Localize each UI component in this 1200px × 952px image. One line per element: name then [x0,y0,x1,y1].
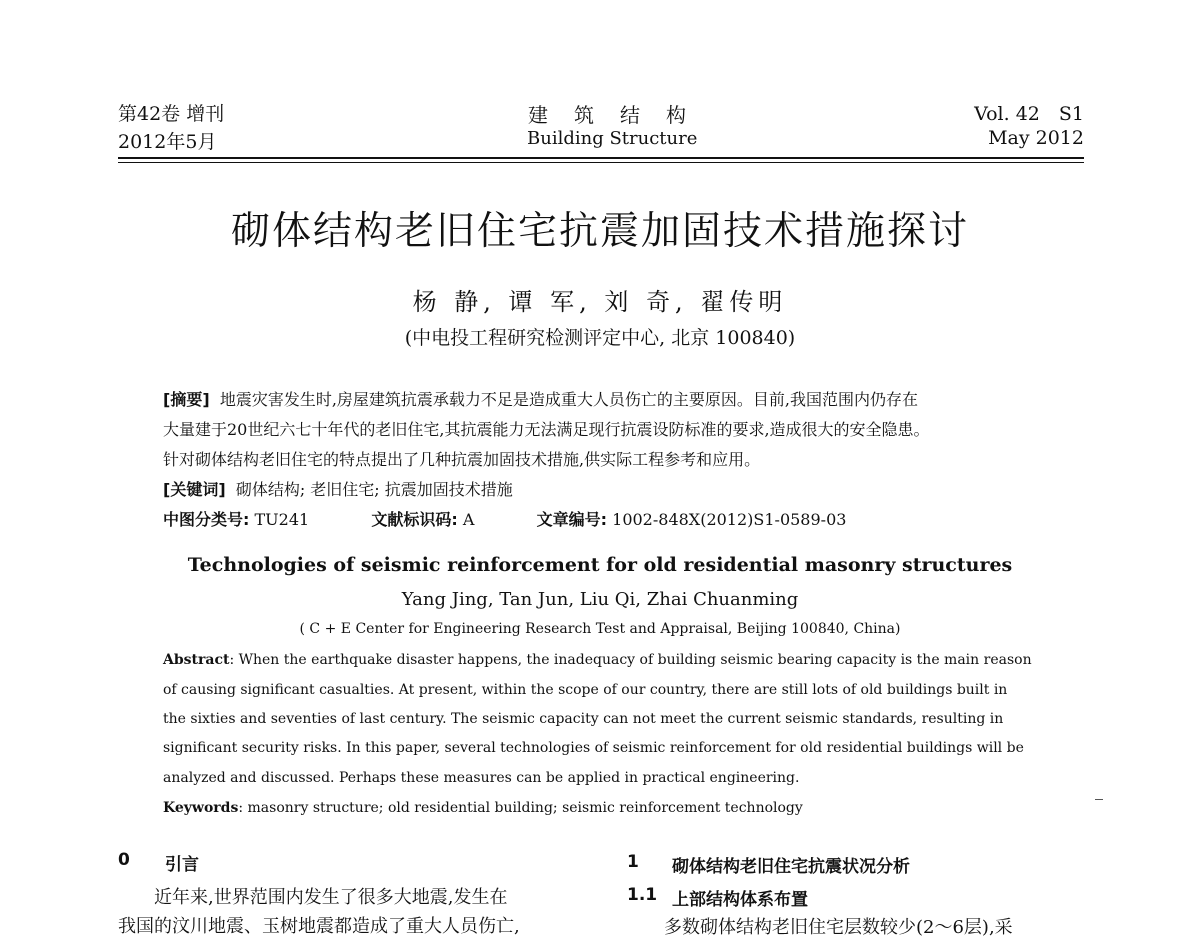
section1-number: 1 [627,852,639,872]
section0-number: 0 [118,850,130,870]
paper-title-cn: 砌体结构老旧住宅抗震加固技术措施探讨 [230,209,969,254]
doc-code-value: A [462,510,475,529]
doc-code-label: 文献标识码: [371,510,458,529]
margin-mark [1095,799,1103,800]
classification-line [163,507,846,530]
keywords-cn-label: [关键词] [163,480,226,499]
authors-cn: 杨 静, 谭 军, 刘 奇, 翟传明 [412,288,788,316]
section0-line2: 我国的汶川地震、玉树地震都造成了重大人员伤亡, [118,916,520,937]
clc-value: TU241 [254,510,310,529]
keywords-cn [163,477,513,500]
journal-volume-en: Vol. 42 S1 [974,103,1084,125]
abstract-en-text1: : When the earthquake disaster happens, the inadequacy of building seismic bearing capacity is the main reason [229,652,1032,668]
header-rule-thick [118,157,1084,159]
abstract-en-line4: significant security risks. In this paper, several technologies of seismic reinforcement for old residential buildings will be [163,740,1024,756]
section1-line1: 多数砌体结构老旧住宅层数较少(2～6层),采 [664,917,1013,938]
section1-1-title: 上部结构体系布置 [672,890,808,910]
journal-name-en: Building Structure [527,128,698,149]
keywords-en [163,800,803,816]
abstract-en-line2: of causing significant casualties. At present, within the scope of our country, there are still lots of old buildings built in [163,682,1008,698]
section0-line1: 近年来,世界范围内发生了很多大地震,发生在 [154,887,508,908]
abstract-cn-line1 [163,387,918,410]
abstract-cn-line3: 针对砌体结构老旧住宅的特点提出了几种抗震加固技术措施,供实际工程参考和应用。 [163,450,761,469]
section1-1-number: 1.1 [627,885,658,905]
authors-en: Yang Jing, Tan Jun, Liu Qi, Zhai Chuanming [401,589,799,610]
keywords-en-text: : masonry structure; old residential building; seismic reinforcement technology [238,800,803,816]
keywords-cn-text: 砌体结构; 老旧住宅; 抗震加固技术措施 [235,480,513,499]
paper-title-en: Technologies of seismic reinforcement for old residential masonry structures [187,554,1013,576]
abstract-en-label: Abstract [163,652,230,668]
journal-date-cn: 2012年5月 [118,131,217,153]
clc-label: 中图分类号: [163,510,250,529]
journal-name-cn: 建 筑 结 构 [528,103,689,127]
abstract-en-line3: the sixties and seventies of last century. The seismic capacity can not meet the current seismic standards, resulting in [163,711,1004,727]
article-no-value: 1002-848X(2012)S1-0589-03 [612,510,847,529]
affiliation-cn: (中电投工程研究检测评定中心, 北京 100840) [404,327,796,349]
header-rule-thin [118,162,1084,163]
journal-date-en: May 2012 [988,127,1084,149]
abstract-en-line1 [163,652,1032,668]
article-no-label: 文章编号: [536,510,608,529]
keywords-en-label: Keywords [163,800,239,816]
section1-title: 砌体结构老旧住宅抗震状况分析 [672,857,910,877]
journal-volume: 第42卷 增刊 [118,103,225,125]
abstract-cn-text1: 地震灾害发生时,房屋建筑抗震承载力不足是造成重大人员伤亡的主要原因。目前,我国范围内仍存在 [219,390,918,409]
abstract-cn-label: [摘要] [163,390,210,409]
abstract-en-line5: analyzed and discussed. Perhaps these measures can be applied in practical engineering. [163,770,800,786]
affiliation-en: ( C + E Center for Engineering Research Test and Appraisal, Beijing 100840, China) [299,621,901,637]
section0-title: 引言 [165,855,199,875]
abstract-cn-line2: 大量建于20世纪六七十年代的老旧住宅,其抗震能力无法满足现行抗震设防标准的要求,造成很大的安全隐患。 [163,420,930,439]
